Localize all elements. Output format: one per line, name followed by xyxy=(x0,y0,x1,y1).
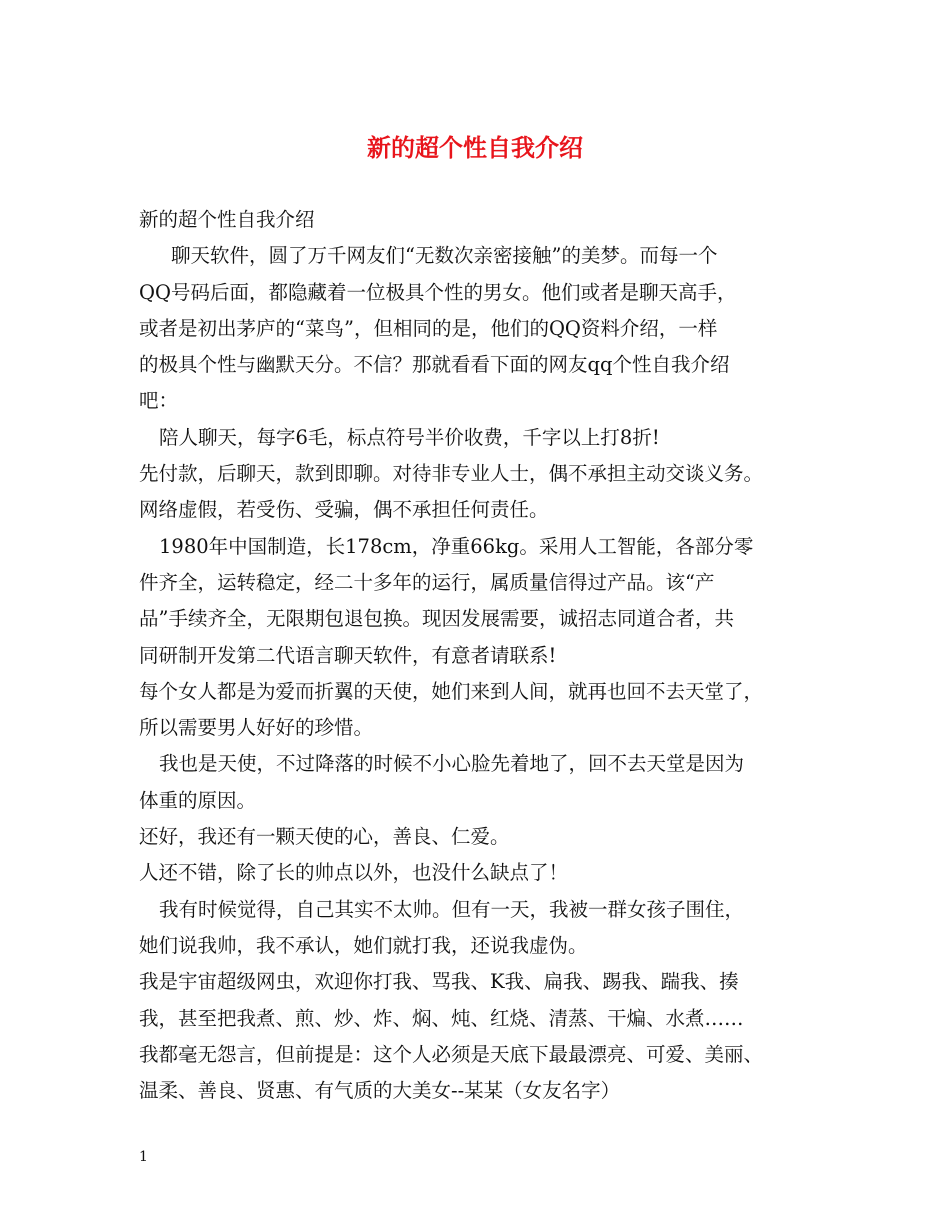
body-line: 1980年中国制造，长178cm，净重66kg。采用人工智能，各部分零 xyxy=(159,534,754,558)
body-line: 或者是初出茅庐的“菜鸟”，但相同的是，他们的QQ资料介绍，一样 xyxy=(139,316,718,340)
body-line: 聊天软件，圆了万千网友们“无数次亲密接触”的美梦。而每一个 xyxy=(171,244,718,268)
body-line: 她们说我帅，我不承认，她们就打我，还说我虚伪。 xyxy=(139,933,588,957)
body-line: 网络虚假，若受伤、受骗，偶不承担任何责任。 xyxy=(139,498,549,522)
document-body xyxy=(139,202,839,1109)
body-line: 新的超个性自我介绍 xyxy=(139,208,315,231)
body-line: 我是宇宙超级网虫，欢迎你打我、骂我、K我、扁我、踢我、踹我、揍 xyxy=(139,970,739,994)
document-title: 新的超个性自我介绍 xyxy=(367,133,583,162)
body-line: 人还不错，除了长的帅点以外，也没什么缺点了！ xyxy=(139,861,569,885)
body-line: 体重的原因。 xyxy=(139,788,257,812)
body-line: 先付款，后聊天，款到即聊。对待非专业人士，偶不承担主动交谈义务。 xyxy=(139,462,764,486)
body-line: 吧： xyxy=(139,389,179,413)
body-line: 所以需要男人好好的珍惜。 xyxy=(139,716,374,740)
body-line: 还好，我还有一颗天使的心，善良、仁爱。 xyxy=(139,825,510,849)
body-line: 我，甚至把我煮、煎、炒、炸、焖、炖、红烧、清蒸、干煸、水煮…… xyxy=(139,1006,744,1030)
body-line: 件齐全，运转稳定，经二十多年的运行，属质量信得过产品。该“产 xyxy=(139,570,715,594)
body-line: QQ号码后面，都隐藏着一位极具个性的男女。他们或者是聊天高手， xyxy=(139,280,737,304)
body-line: 陪人聊天，每字6毛，标点符号半价收费，千字以上打8折! xyxy=(159,425,660,449)
body-line: 我都毫无怨言，但前提是：这个人必须是天底下最最漂亮、可爱、美丽、 xyxy=(139,1042,764,1066)
body-line: 我也是天使，不过降落的时候不小心脸先着地了，回不去天堂是因为 xyxy=(159,752,745,776)
body-line: 的极具个性与幽默天分。不信？那就看看下面的网友qq个性自我介绍 xyxy=(139,353,730,377)
body-line: 温柔、善良、贤惠、有气质的大美女--某某（女友名字） xyxy=(139,1079,621,1103)
body-line: 每个女人都是为爱而折翼的天使，她们来到人间，就再也回不去天堂了， xyxy=(139,679,764,703)
page-number: 1 xyxy=(139,1149,148,1165)
body-line: 我有时候觉得，自己其实不太帅。但有一天，我被一群女孩子围住， xyxy=(159,897,745,921)
body-line: 同研制开发第二代语言聊天软件，有意者请联系! xyxy=(139,643,557,667)
body-line: 品”手续齐全，无限期包退包换。现因发展需要，诚招志同道合者，共 xyxy=(139,607,734,631)
